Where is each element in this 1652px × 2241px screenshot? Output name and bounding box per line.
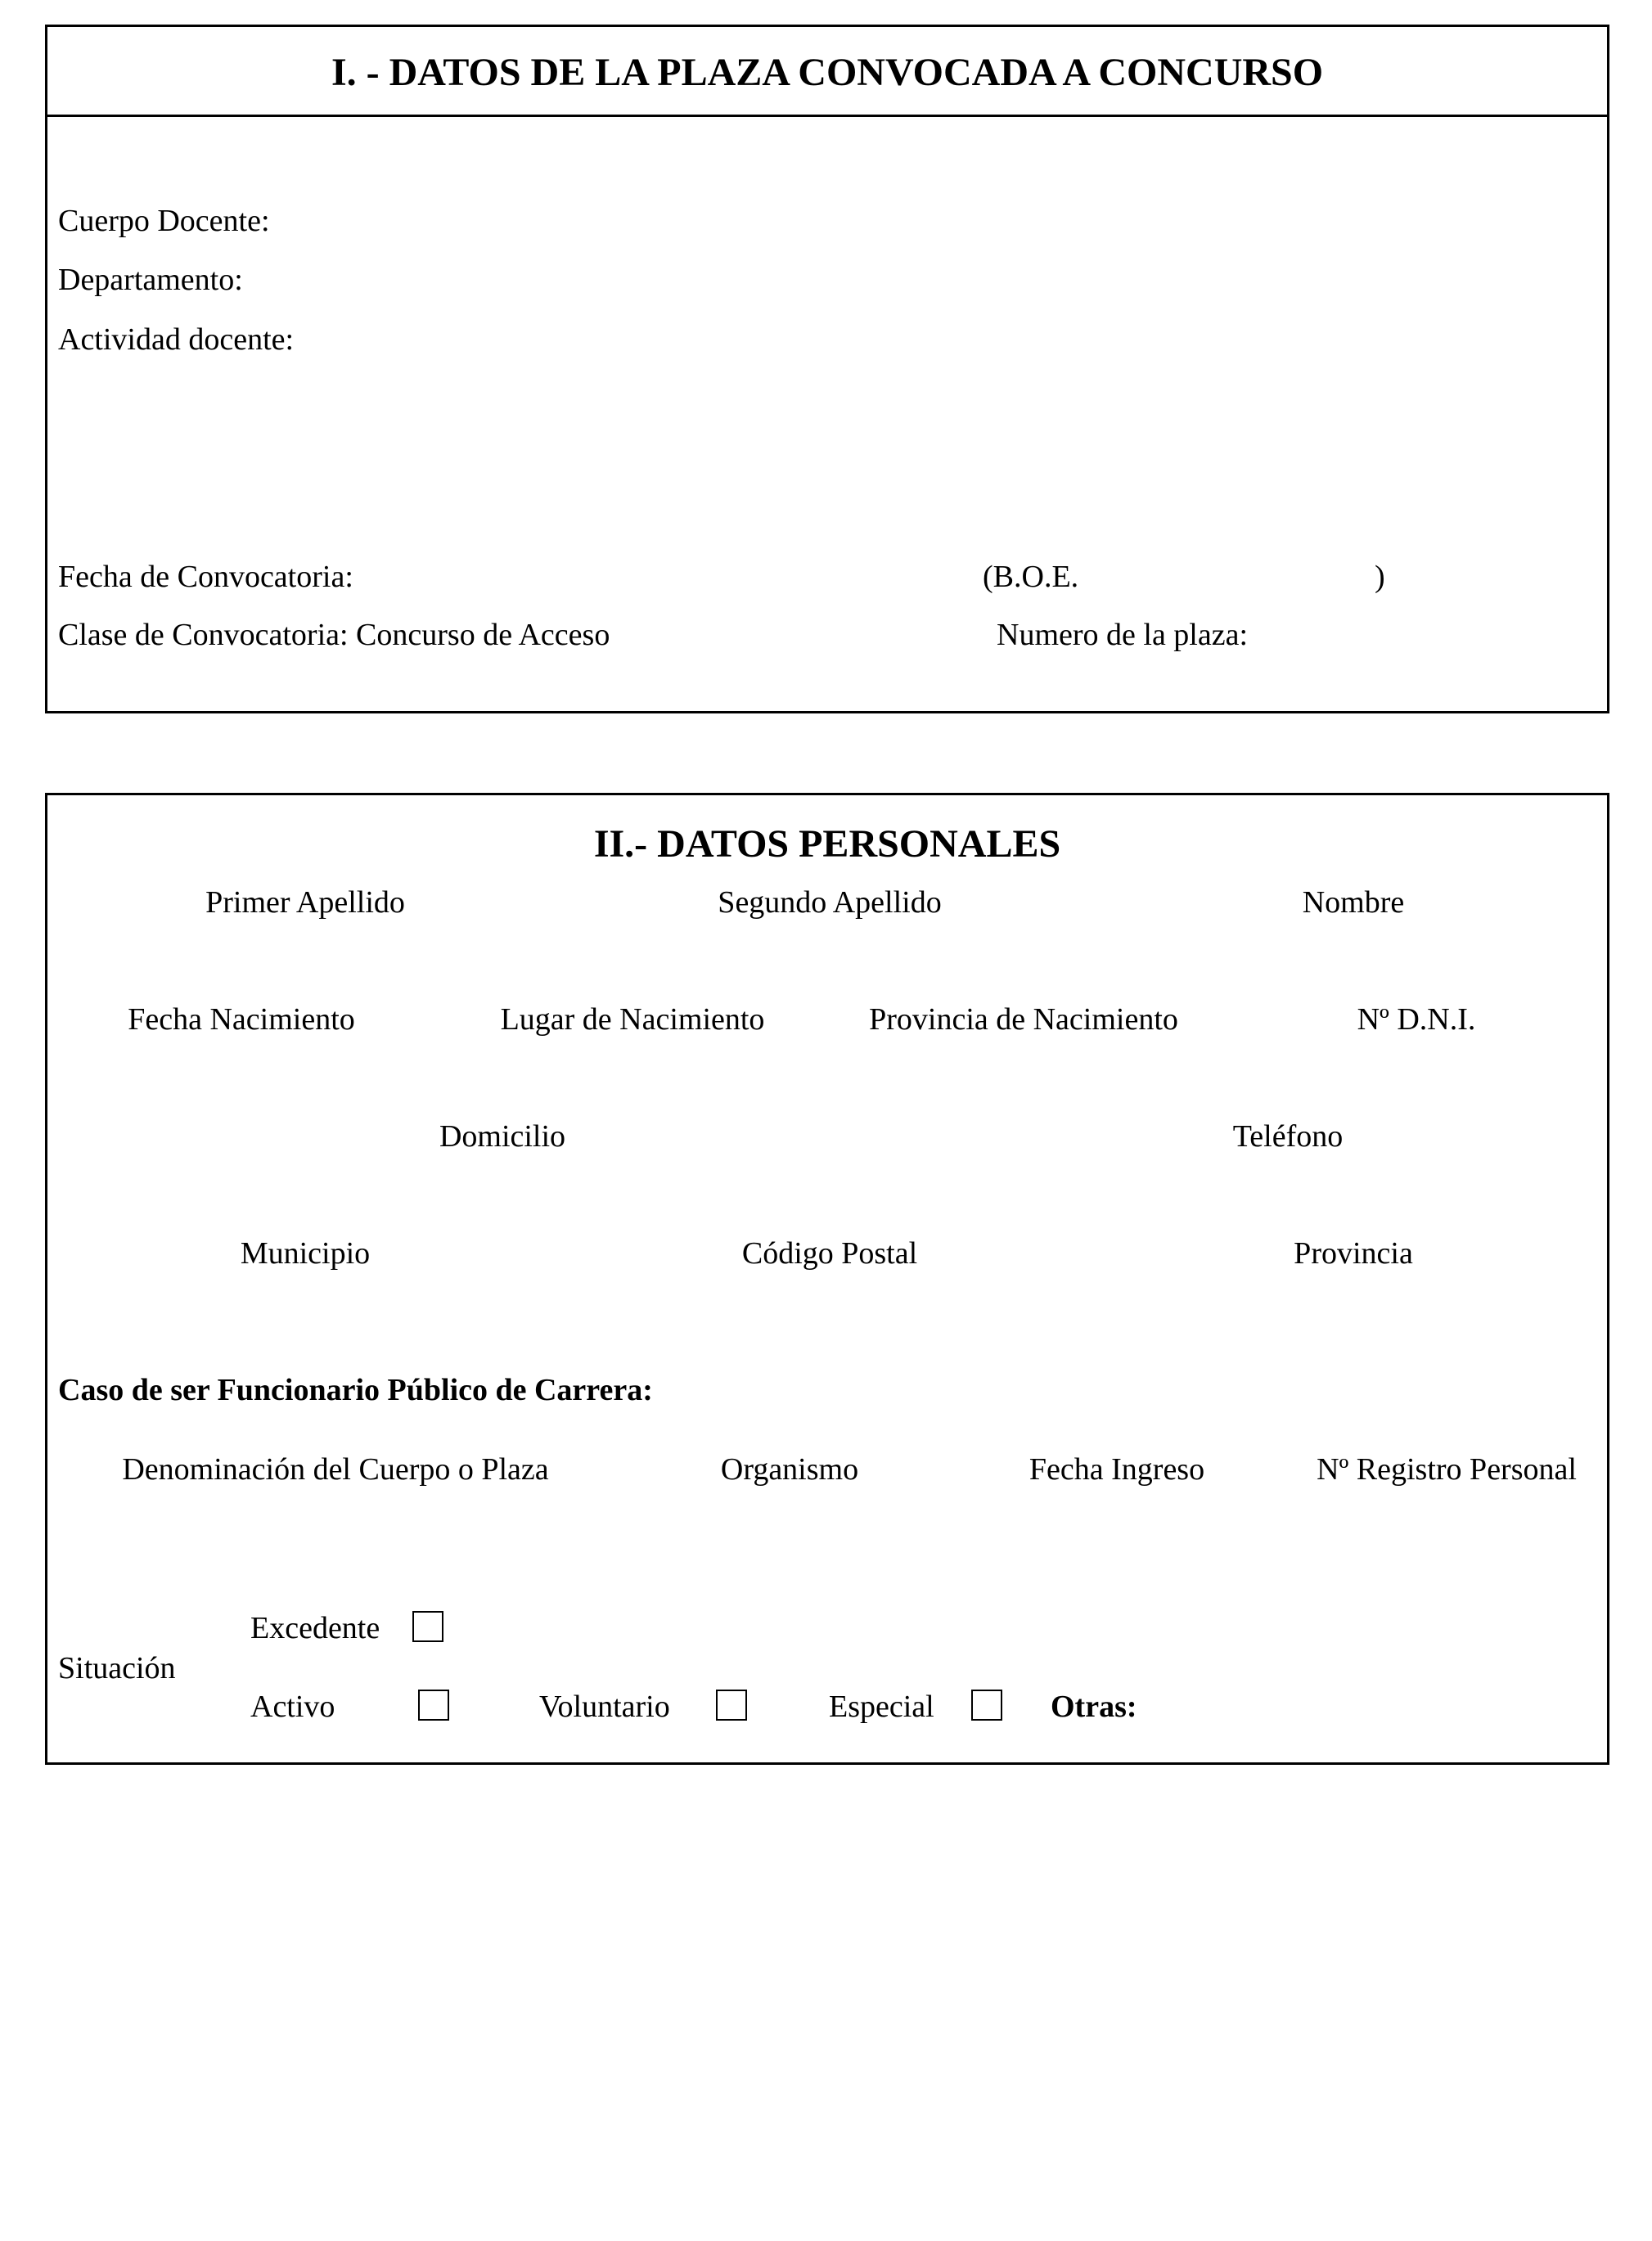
boe-close-paren: ) bbox=[1375, 560, 1385, 594]
departamento-label: Departamento: bbox=[58, 263, 243, 297]
nombre-label: Nombre bbox=[1302, 885, 1405, 920]
fecha-nacimiento-label: Fecha Nacimiento bbox=[128, 1002, 355, 1037]
organismo-label: Organismo bbox=[720, 1452, 859, 1487]
fecha-convocatoria-label: Fecha de Convocatoria: bbox=[58, 560, 353, 594]
activo-checkbox[interactable] bbox=[418, 1690, 449, 1721]
codigo-postal-label: Código Postal bbox=[741, 1236, 918, 1271]
domicilio-label: Domicilio bbox=[439, 1119, 566, 1154]
primer-apellido-label: Primer Apellido bbox=[205, 885, 405, 920]
activo-label: Activo bbox=[250, 1690, 335, 1724]
situacion-label: Situación bbox=[58, 1651, 176, 1685]
dni-label: Nº D.N.I. bbox=[1357, 1002, 1476, 1037]
excedente-checkbox[interactable] bbox=[412, 1611, 443, 1642]
excedente-label: Excedente bbox=[250, 1611, 380, 1645]
especial-label: Especial bbox=[829, 1690, 934, 1724]
municipio-label: Municipio bbox=[240, 1236, 371, 1271]
section-plaza-convocada bbox=[45, 25, 1609, 713]
boe-label: (B.O.E. bbox=[983, 560, 1079, 594]
telefono-label: Teléfono bbox=[1232, 1119, 1344, 1154]
fecha-ingreso-label: Fecha Ingreso bbox=[1029, 1452, 1205, 1487]
section-plaza-header bbox=[47, 27, 1607, 117]
section-plaza-title: I. - DATOS DE LA PLAZA CONVOCADA A CONCURSO bbox=[331, 51, 1324, 94]
clase-convocatoria-label: Clase de Convocatoria: Concurso de Acceso bbox=[58, 618, 610, 652]
voluntario-label: Voluntario bbox=[539, 1690, 670, 1724]
section-datos-personales bbox=[45, 793, 1609, 1765]
segundo-apellido-label: Segundo Apellido bbox=[718, 885, 942, 920]
provincia-label: Provincia bbox=[1294, 1236, 1413, 1271]
denominacion-cuerpo-label: Denominación del Cuerpo o Plaza bbox=[122, 1452, 549, 1487]
numero-plaza-label: Numero de la plaza: bbox=[997, 618, 1249, 652]
funcionario-heading: Caso de ser Funcionario Público de Carrera: bbox=[58, 1373, 653, 1407]
otras-label: Otras: bbox=[1051, 1690, 1137, 1724]
cuerpo-docente-label: Cuerpo Docente: bbox=[58, 204, 270, 238]
especial-checkbox[interactable] bbox=[971, 1690, 1002, 1721]
section-personales-title: II.- DATOS PERSONALES bbox=[593, 822, 1061, 866]
voluntario-checkbox[interactable] bbox=[716, 1690, 747, 1721]
provincia-nacimiento-label: Provincia de Nacimiento bbox=[869, 1002, 1178, 1037]
lugar-nacimiento-label: Lugar de Nacimiento bbox=[500, 1002, 765, 1037]
registro-personal-label: Nº Registro Personal bbox=[1317, 1452, 1577, 1487]
actividad-docente-label: Actividad docente: bbox=[58, 322, 295, 357]
